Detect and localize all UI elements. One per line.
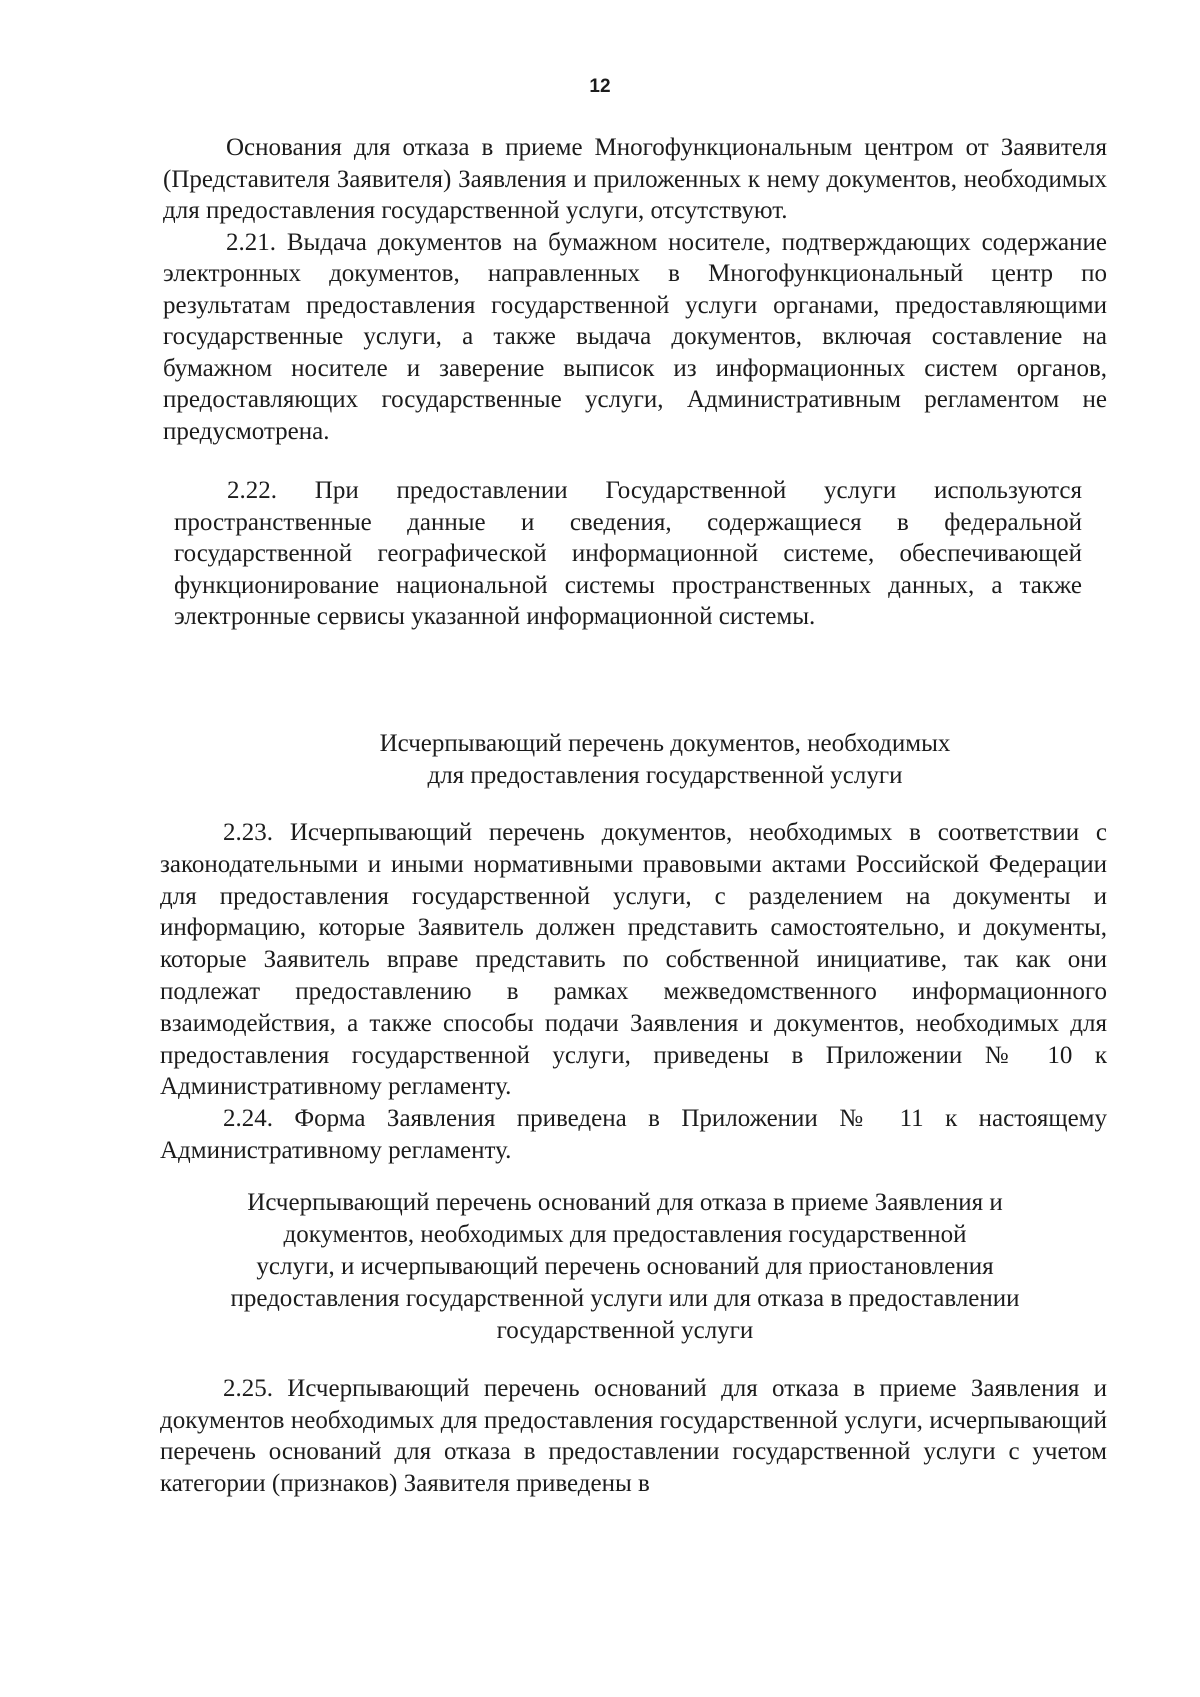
section-documents — [160, 817, 1107, 1167]
heading-line: услуги, и исчерпывающий перечень оснований для приостановления — [256, 1253, 994, 1280]
paragraph-2-21: 2.21. Выдача документов на бумажном носителе, подтверждающих содержание электронных документов, направленных в Многофункциональный центр по результатам предоставления государственной услуги органами, предоставляющими государственные услуги, а также выдача документов, включая составление на бумажном носителе и заверение выписок из информационных систем органов, предоставляющих государственные услуги, Административным регламентом не предусмотрена. — [163, 228, 1107, 445]
paragraph-2-25: 2.25. Исчерпывающий перечень оснований для отказа в приеме Заявления и документов необходимых для предоставления государственной услуги, исчерпывающий перечень оснований для отказа в предоставлении государственной услуги с учетом категории (признаков) Заявителя приведены в — [160, 1375, 1107, 1497]
paragraph-2-23: 2.23. Исчерпывающий перечень документов, необходимых в соответствии с законодательными и иными нормативными правовыми актами Российской Федерации для предоставления государственной услуги, с разделением на документы и информацию, которые Заявитель должен представить самостоятельно, и документы, которые Заявитель вправе представить по собственной инициативе, так как они подлежат предоставлению в рамках межведомственного информационного взаимодействия, а также способы подачи Заявления и документов, необходимых для предоставления государственной услуги, приведены в Приложении № 10 к Административному регламенту. — [160, 819, 1107, 1101]
page-number: 12 — [589, 76, 611, 97]
heading-line: для предоставления государственной услуги — [427, 762, 903, 789]
paragraph-refusal-mfc: Основания для отказа в приеме Многофункциональным центром от Заявителя (Представителя Заявителя) Заявления и приложенных к нему документов, необходимых для предоставления государственной услуги, отсутствуют. — [163, 134, 1107, 224]
section-2-22 — [174, 475, 1082, 633]
heading-documents-list — [340, 728, 990, 792]
paragraph-2-24: 2.24. Форма Заявления приведена в Приложении № 11 к настоящему Административному регламенту. — [160, 1105, 1107, 1164]
section-refusal — [160, 1373, 1107, 1499]
section-top — [163, 132, 1107, 447]
heading-line: документов, необходимых для предоставления государственной — [283, 1221, 967, 1248]
heading-line: государственной услуги — [496, 1317, 754, 1344]
heading-line: Исчерпывающий перечень документов, необходимых — [379, 730, 951, 757]
heading-line: предоставления государственной услуги или для отказа в предоставлении — [230, 1285, 1020, 1312]
paragraph-2-22: 2.22. При предоставлении Государственной услуги используются пространственные данные и сведения, содержащиеся в федеральной государственной географической информационной системе, обеспечивающей функционирование национальной системы пространственных данных, а также электронные сервисы указанной информационной системы. — [174, 477, 1082, 630]
heading-line: Исчерпывающий перечень оснований для отказа в приеме Заявления и — [247, 1189, 1003, 1216]
heading-refusal-grounds — [190, 1187, 1060, 1347]
